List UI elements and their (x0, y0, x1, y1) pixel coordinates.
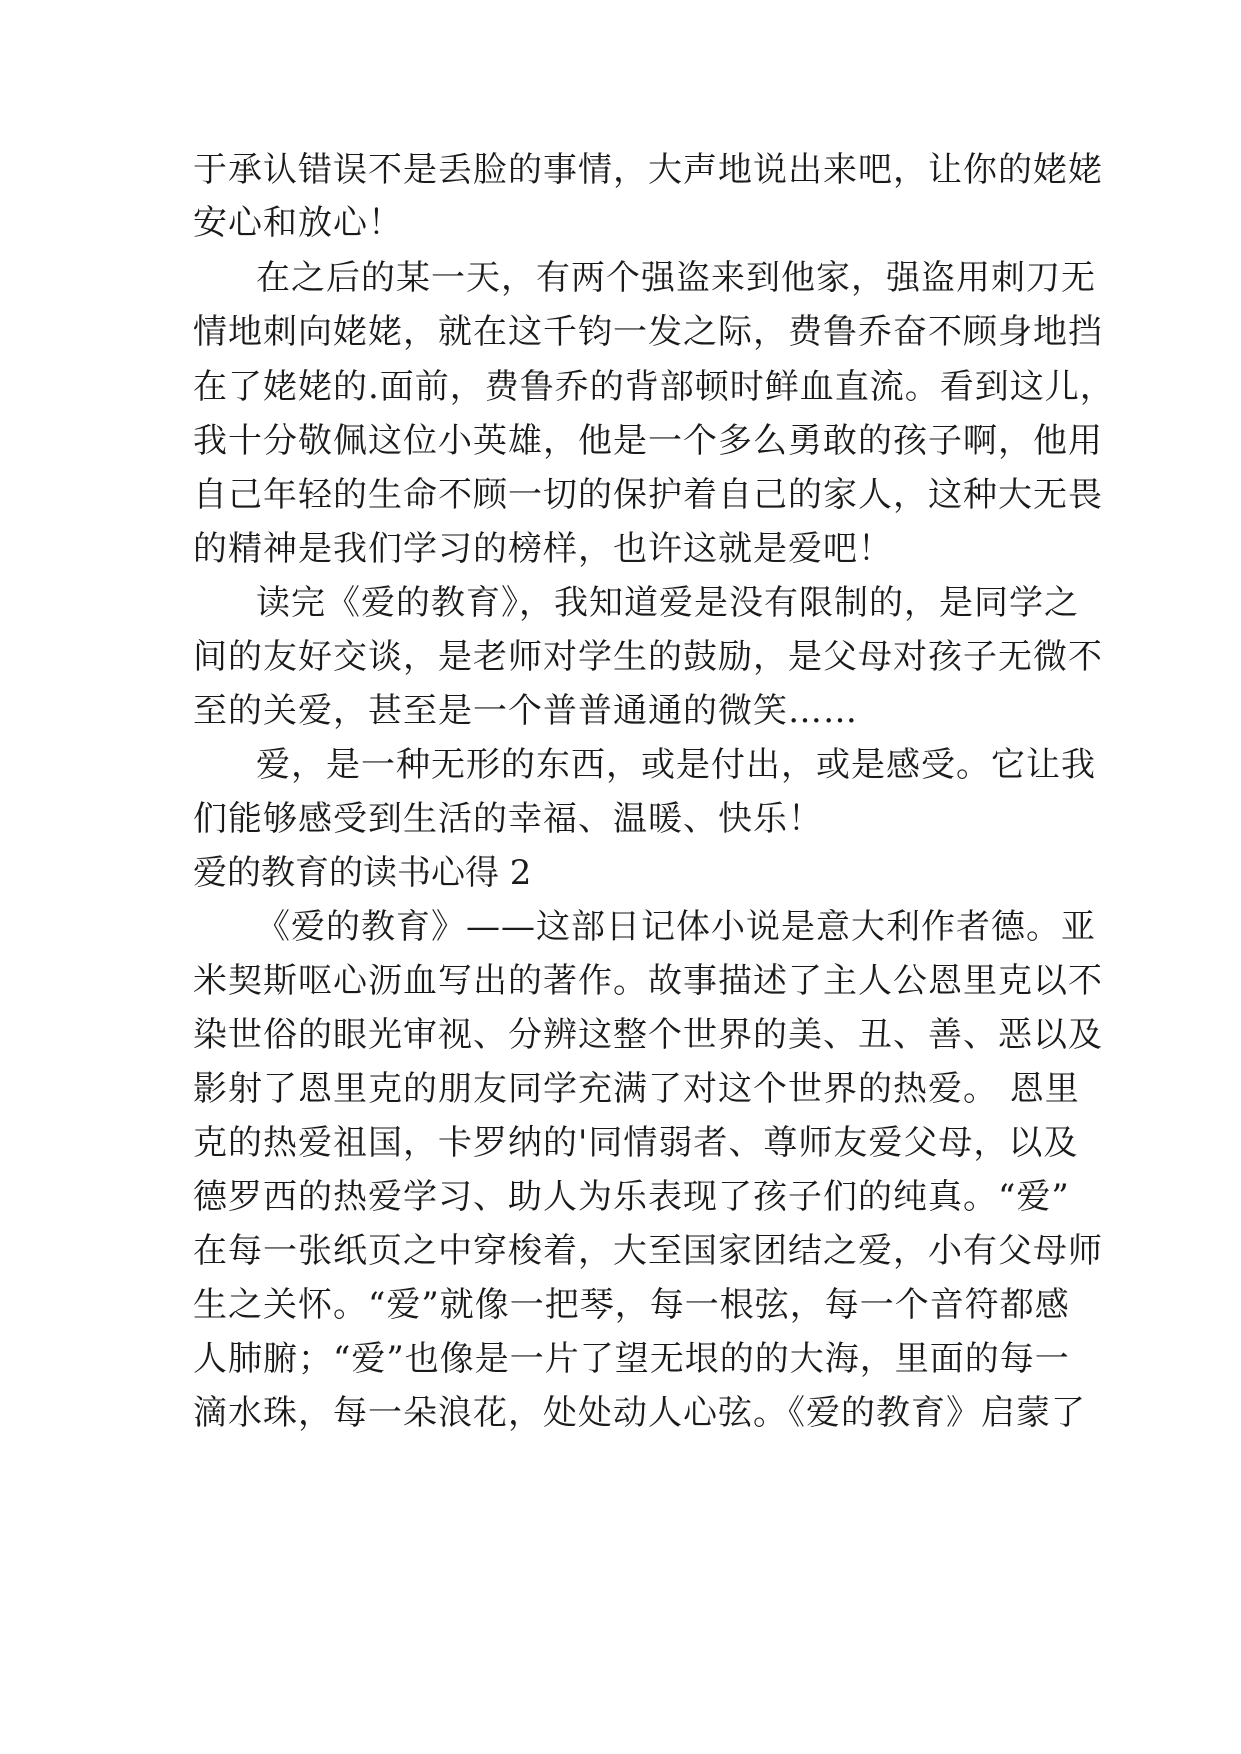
section-heading: 爱的教育的读书心得 2 (193, 853, 532, 893)
paragraph-start: 爱，是一种无形的东西，或是付出，或是感受。它让我 (256, 745, 1096, 785)
text-line: 的精神是我们学习的榜样，也许这就是爱吧！ (193, 529, 893, 569)
text-line: 德罗西的热爱学习、助人为乐表现了孩子们的纯真。“爱” (193, 1177, 1070, 1217)
text-line: 人肺腑；“爱”也像是一片了望无垠的的大海，里面的每一 (193, 1339, 1070, 1379)
text-line: 们能够感受到生活的幸福、温暖、快乐！ (193, 799, 823, 839)
text-line: 情地刺向姥姥，就在这千钧一发之际，费鲁乔奋不顾身地挡 (193, 312, 1103, 352)
text-line: 米契斯呕心沥血写出的著作。故事描述了主人公恩里克以不 (193, 961, 1103, 1001)
paragraph-start: 《爱的教育》——这部日记体小说是意大利作者德。亚 (256, 907, 1096, 947)
text-line: 在每一张纸页之中穿梭着，大至国家团结之爱，小有父母师 (193, 1231, 1103, 1271)
text-line: 自己年轻的生命不顾一切的保护着自己的家人，这种大无畏 (193, 475, 1103, 515)
text-line: 间的友好交谈，是老师对学生的鼓励，是父母对孩子无微不 (193, 637, 1103, 677)
text-line: 在了姥姥的.面前，费鲁乔的背部顿时鲜血直流。看到这儿， (193, 367, 1115, 407)
text-line: 滴水珠，每一朵浪花，处处动人心弦。《爱的教育》启蒙了 (193, 1393, 1086, 1433)
paragraph-start: 在之后的某一天，有两个强盗来到他家，强盗用刺刀无 (256, 258, 1096, 298)
text-line: 至的关爱，甚至是一个普普通通的微笑…… (193, 691, 858, 731)
text-line: 我十分敬佩这位小英雄，他是一个多么勇敢的孩子啊，他用 (193, 421, 1103, 461)
text-line: 安心和放心！ (193, 203, 403, 243)
text-line: 于承认错误不是丢脸的事情，大声地说出来吧，让你的姥姥 (193, 150, 1103, 190)
paragraph-start: 读完《爱的教育》，我知道爱是没有限制的，是同学之 (256, 583, 1079, 623)
text-line: 克的热爱祖国，卡罗纳的'同情弱者、尊师友爱父母，以及 (193, 1123, 1079, 1163)
text-line: 影射了恩里克的朋友同学充满了对这个世界的热爱。 恩里 (193, 1069, 1080, 1109)
text-line: 染世俗的眼光审视、分辨这整个世界的美、丑、善、恶以及 (193, 1015, 1103, 1055)
text-line: 生之关怀。“爱”就像一把琴，每一根弦，每一个音符都感 (193, 1285, 1070, 1325)
